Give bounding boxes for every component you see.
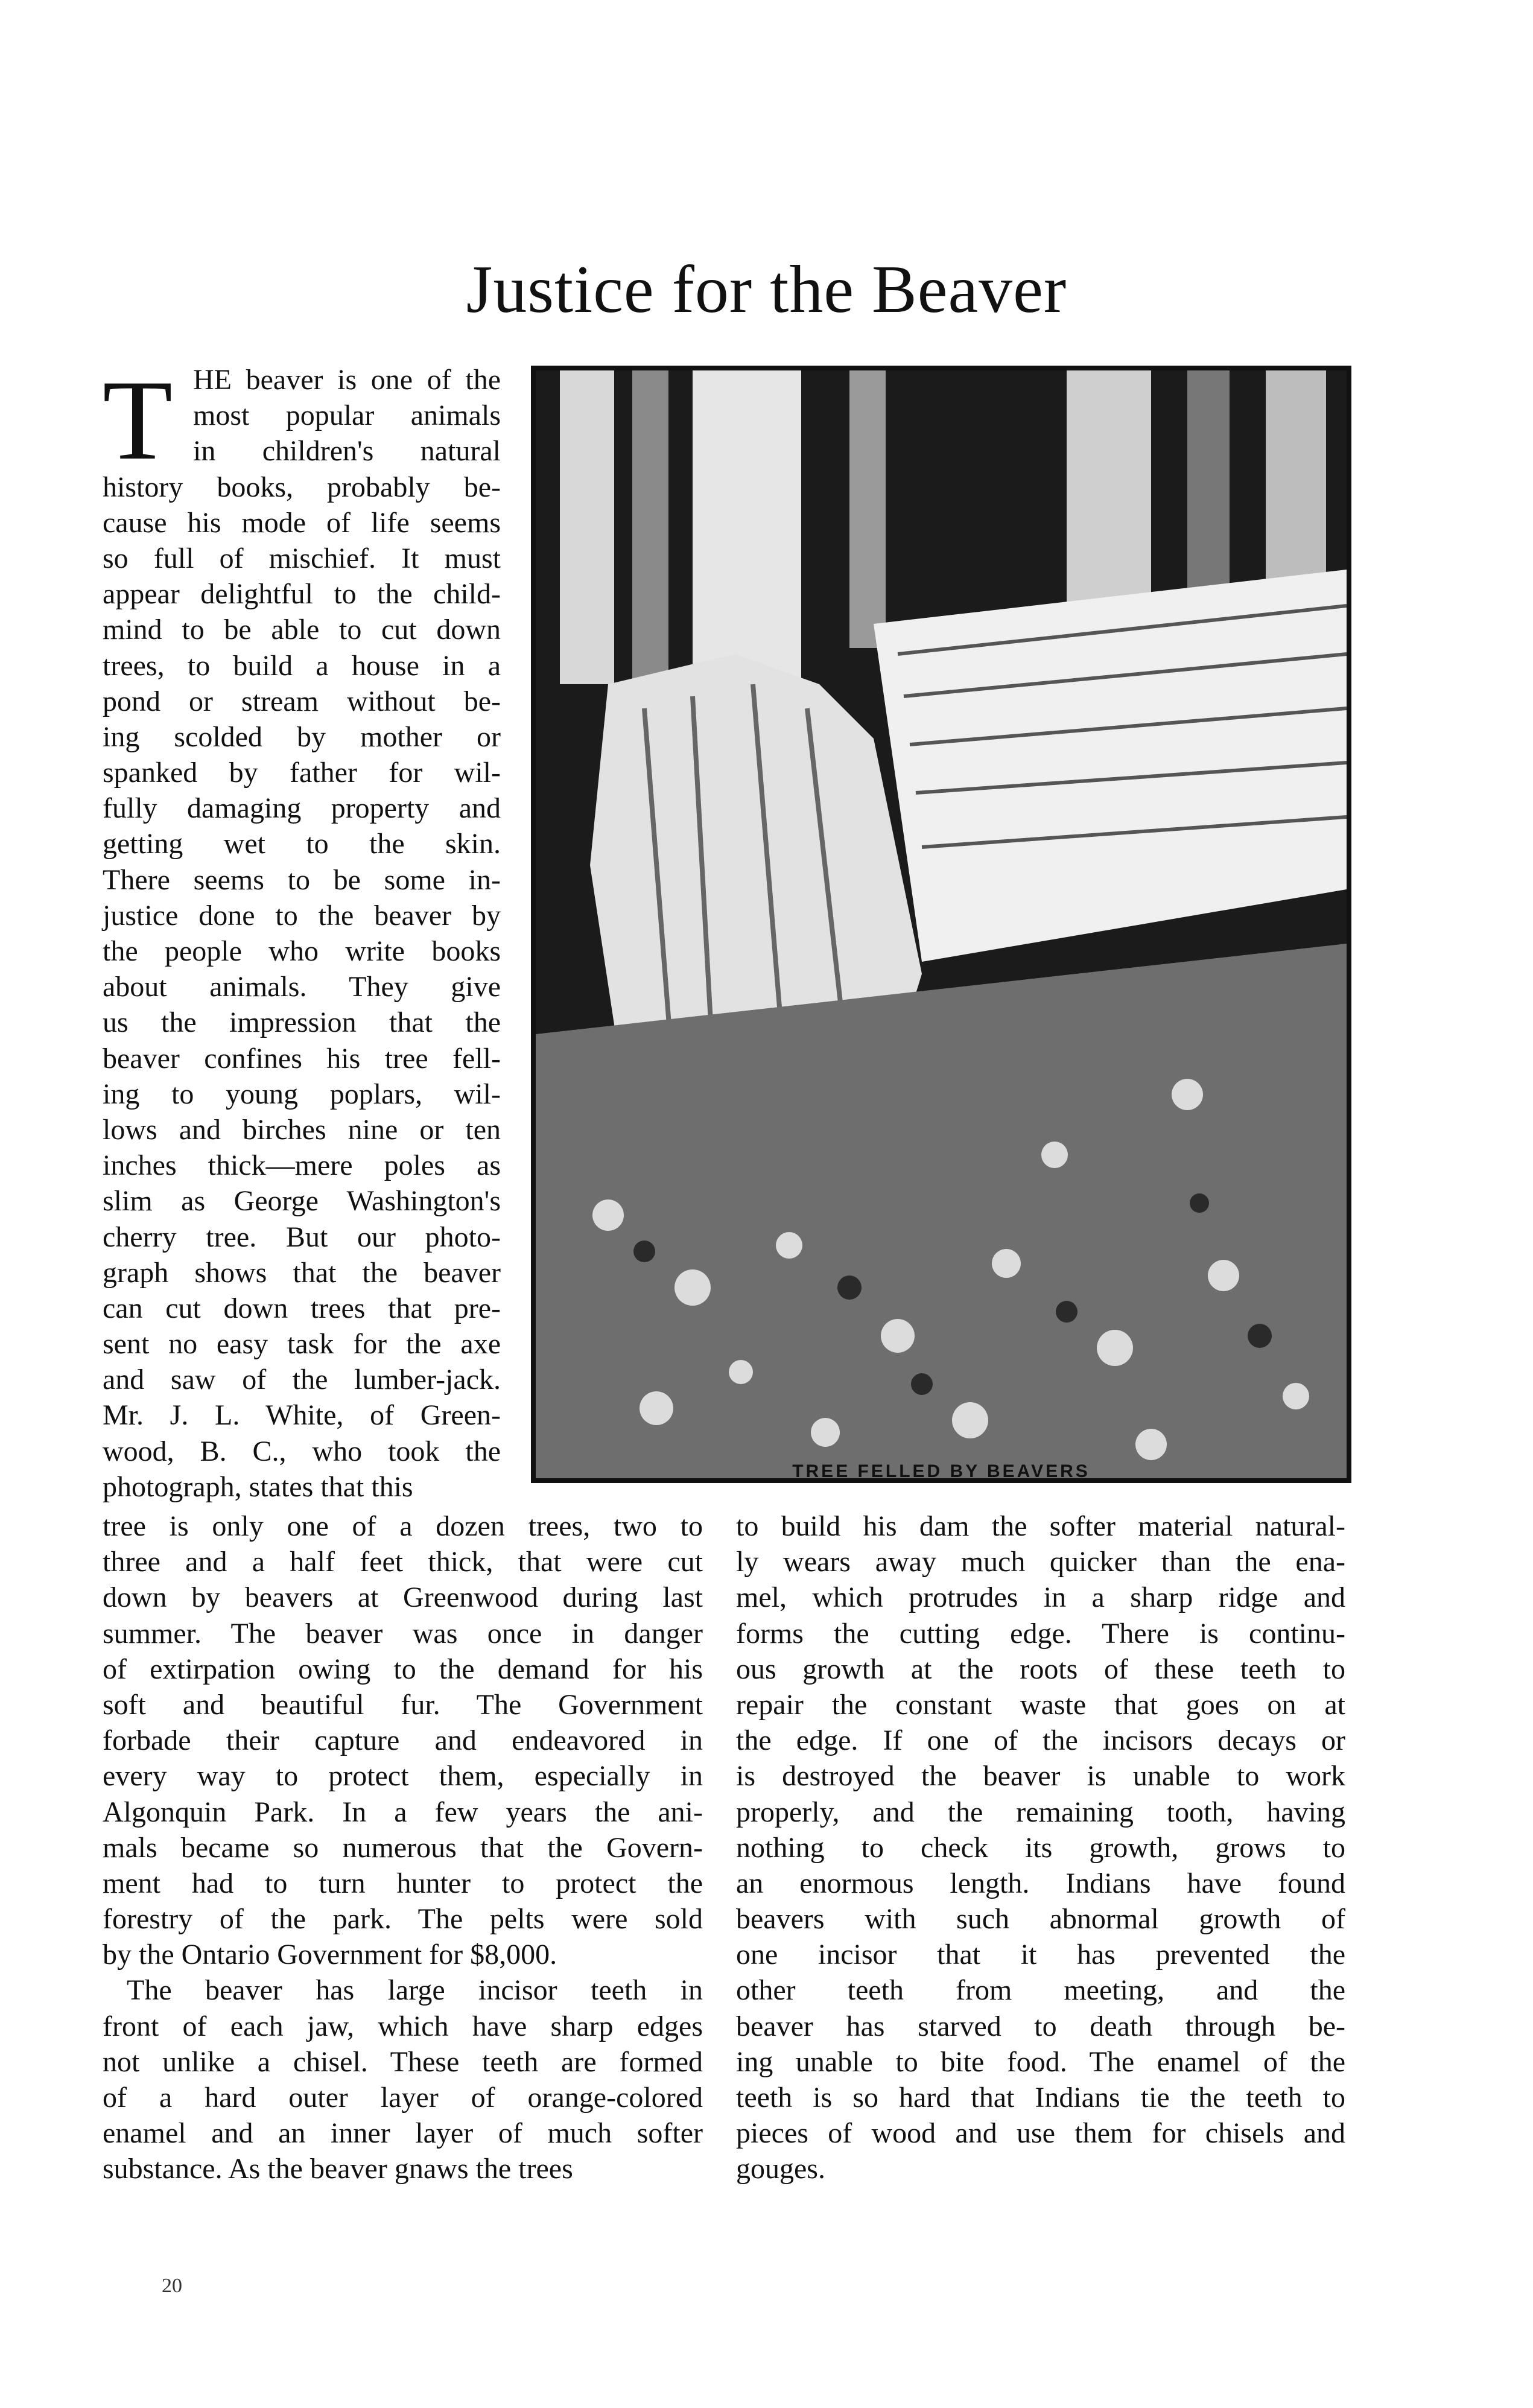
article-right-column [736, 1508, 1345, 2187]
text-line: pond or stream without be- [103, 685, 501, 717]
text-line: properly, and the remaining tooth, having [736, 1796, 1345, 1828]
text-line: pieces of wood and use them for chisels and [736, 2117, 1345, 2150]
text-line: about animals. They give [103, 971, 501, 1003]
drop-cap: T [103, 357, 173, 484]
page-number: 20 [162, 2275, 182, 2297]
text-line: teeth is so hard that Indians tie the teeth to [736, 2082, 1345, 2114]
photo-caption: TREE FELLED BY BEAVERS [792, 1461, 1090, 1481]
text-line: of extirpation owing to the demand for his [103, 1653, 703, 1685]
text-line: us the impression that the [103, 1006, 501, 1039]
text-line: forbade their capture and endeavored in [103, 1724, 703, 1757]
text-line: ing to young poplars, wil- [103, 1078, 501, 1110]
article-intro-column [103, 357, 501, 1505]
text-line: ly wears away much quicker than the ena- [736, 1546, 1345, 1578]
text-line: ing unable to bite food. The enamel of the [736, 2045, 1345, 2078]
text-line: history books, probably be- [103, 471, 501, 503]
text-line: front of each jaw, which have sharp edges [103, 2010, 703, 2042]
text-line: HE beaver is one of the [193, 364, 501, 396]
text-line: There seems to be some in- [103, 863, 501, 896]
text-line: the people who write books [103, 935, 501, 967]
text-line: of a hard outer layer of orange-colored [103, 2082, 703, 2114]
text-line: ing scolded by mother or [103, 720, 501, 753]
text-line: to build his dam the softer material natural- [736, 1510, 1345, 1542]
text-line: tree is only one of a dozen trees, two to [103, 1510, 703, 1542]
text-line: mals became so numerous that the Govern- [103, 1831, 703, 1864]
page-title: Justice for the Beaver [466, 252, 1067, 328]
text-line: mind to be able to cut down [103, 614, 501, 646]
text-line: by the Ontario Government for $8,000. [103, 1939, 557, 1971]
text-line: sent no easy task for the axe [103, 1328, 501, 1361]
text-line: mel, which protrudes in a sharp ridge and [736, 1581, 1345, 1614]
text-line: Mr. J. L. White, of Green- [103, 1399, 501, 1432]
text-line: and saw of the lumber-jack. [103, 1364, 501, 1396]
text-line: down by beavers at Greenwood during last [103, 1581, 703, 1614]
text-line: repair the constant waste that goes on at [736, 1688, 1345, 1721]
text-line: three and a half feet thick, that were cut [103, 1546, 703, 1578]
photo-tree-felled-by-beavers [531, 366, 1351, 1483]
text-line: substance. As the beaver gnaws the trees [103, 2153, 573, 2185]
text-line: not unlike a chisel. These teeth are formed [103, 2045, 703, 2078]
text-line: in children's natural [193, 435, 501, 468]
text-line: photograph, states that this [103, 1470, 413, 1503]
text-line: so full of mischief. It must [103, 542, 501, 574]
text-line: enamel and an inner layer of much softer [103, 2117, 703, 2150]
text-line: most popular animals [193, 399, 501, 432]
photo-illustration [536, 370, 1347, 1478]
text-line: cause his mode of life seems [103, 506, 501, 539]
text-line: is destroyed the beaver is unable to work [736, 1760, 1345, 1793]
text-line: soft and beautiful fur. The Government [103, 1688, 703, 1721]
article-left-column [103, 1508, 703, 2187]
text-line: forestry of the park. The pelts were sold [103, 1903, 703, 1936]
text-line: beavers with such abnormal growth of [736, 1903, 1345, 1936]
text-line: other teeth from meeting, and the [736, 1974, 1345, 2007]
text-line: cherry tree. But our photo- [103, 1221, 501, 1253]
text-line: spanked by father for wil- [103, 757, 501, 789]
text-line: ment had to turn hunter to protect the [103, 1867, 703, 1899]
text-line: trees, to build a house in a [103, 649, 501, 682]
text-line: gouges. [736, 2153, 825, 2185]
text-line: can cut down trees that pre- [103, 1292, 501, 1324]
text-line: every way to protect them, especially in [103, 1760, 703, 1793]
text-line: lows and birches nine or ten [103, 1113, 501, 1146]
text-line: the edge. If one of the incisors decays or [736, 1724, 1345, 1757]
text-line: nothing to check its growth, grows to [736, 1831, 1345, 1864]
text-line: Algonquin Park. In a few years the ani- [103, 1796, 703, 1828]
text-line: wood, B. C., who took the [103, 1435, 501, 1467]
text-line: getting wet to the skin. [103, 828, 501, 860]
text-line: an enormous length. Indians have found [736, 1867, 1345, 1899]
text-line: appear delightful to the child- [103, 578, 501, 611]
text-line: graph shows that the beaver [103, 1256, 501, 1289]
text-line: beaver confines his tree fell- [103, 1042, 501, 1075]
text-line: forms the cutting edge. There is continu- [736, 1617, 1345, 1650]
text-line: summer. The beaver was once in danger [103, 1617, 703, 1650]
text-line: The beaver has large incisor teeth in [127, 1974, 703, 2007]
text-line: one incisor that it has prevented the [736, 1939, 1345, 1971]
text-line: beaver has starved to death through be- [736, 2010, 1345, 2042]
text-line: ous growth at the roots of these teeth to [736, 1653, 1345, 1685]
text-line: slim as George Washington's [103, 1185, 501, 1218]
text-line: justice done to the beaver by [103, 899, 501, 932]
text-line: fully damaging property and [103, 792, 501, 825]
text-line: inches thick—mere poles as [103, 1149, 501, 1182]
